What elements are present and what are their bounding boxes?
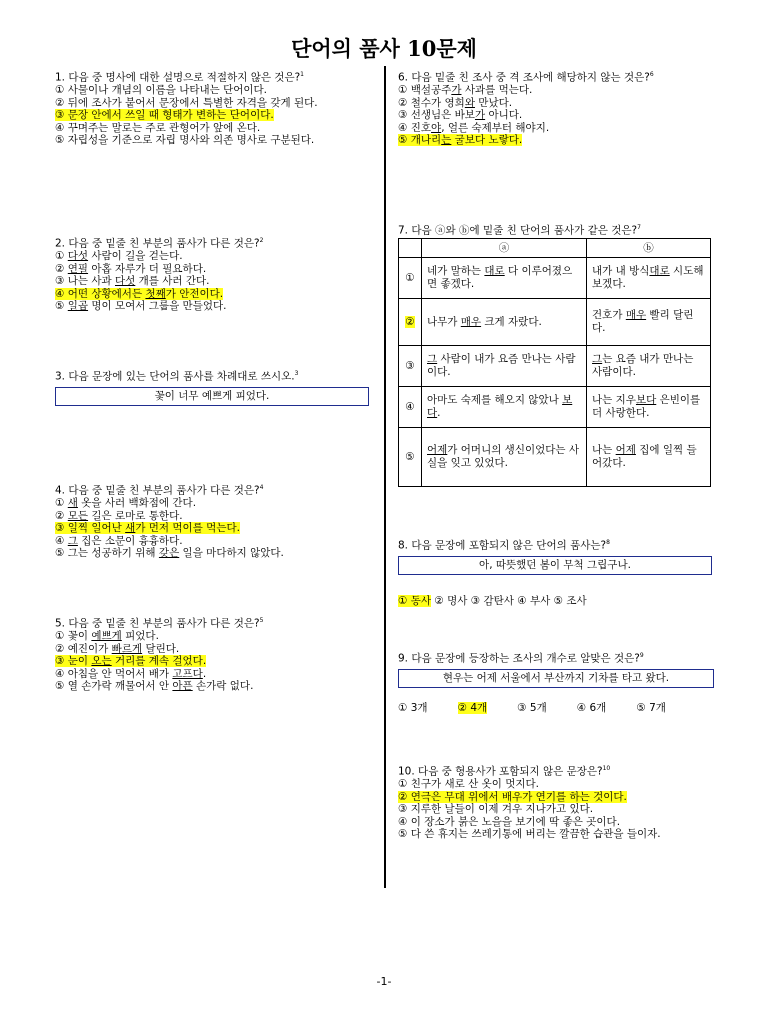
underlined-word: 보다 xyxy=(635,394,657,407)
option-item xyxy=(55,497,369,510)
option-item xyxy=(55,109,369,122)
question-8 xyxy=(398,537,712,607)
option-post: 명이 모여서 그룹을 만들었다. xyxy=(88,300,227,313)
option-pre: ⑤ 개나리 xyxy=(398,134,442,147)
option-pre: ④ 아침을 안 먹어서 배가 xyxy=(55,667,173,680)
question-6 xyxy=(398,69,712,147)
question-1-options xyxy=(55,84,369,147)
option-pre: ③ 일찍 일어난 xyxy=(55,522,126,535)
option-text: ⑤ 자립성을 기준으로 자립 명사와 의존 명사로 구분된다. xyxy=(55,134,315,147)
option-item xyxy=(398,803,712,816)
cell-text: 아마도 숙제를 해오지 않았나 xyxy=(427,394,563,407)
option-pre: ② 예진이가 xyxy=(55,642,112,655)
cell-text: 시도해보겠다. xyxy=(592,265,704,291)
option-text: ① 친구가 새로 산 옷이 멋지다. xyxy=(398,778,540,791)
option-pre: ② 철수가 영희 xyxy=(398,96,465,109)
cell-text: 나는 xyxy=(592,444,616,457)
underlined-word: 대로 xyxy=(484,265,505,278)
option-item xyxy=(55,522,369,535)
option-pre: ④ xyxy=(55,534,68,547)
cell-text: 나는 지우 xyxy=(592,394,636,407)
table-header-b: ⓑ xyxy=(587,239,711,258)
option-text xyxy=(55,630,159,642)
choice-highlighted: ② 4개 xyxy=(457,701,488,714)
question-7-table xyxy=(398,238,711,487)
question-3-sentence-box: 꽃이 너무 예쁘게 피었다. xyxy=(55,387,369,406)
option-item xyxy=(55,668,369,681)
question-10-header: 10. 다음 중 형용사가 포함되지 않은 문장은?$^{10}$ xyxy=(398,765,611,778)
cell-a xyxy=(422,299,587,346)
option-text: ④ 이 장소가 붉은 노을을 보기에 딱 좋은 곳이다. xyxy=(398,815,621,828)
cell-text: 는 요즘 내가 만나는 사람이다. xyxy=(592,353,694,379)
underlined-word: 빠르게 xyxy=(111,642,143,655)
option-text-highlighted xyxy=(55,288,223,300)
cell-text: 건호가 xyxy=(592,309,626,322)
underlined-word: 다섯 xyxy=(115,275,136,288)
underlined-word: 예쁘게 xyxy=(91,630,122,643)
option-text xyxy=(55,680,253,692)
option-post: 집은 소문이 흉흉하다. xyxy=(77,534,183,547)
row-number xyxy=(399,387,422,428)
option-text-highlighted xyxy=(55,655,206,667)
underlined-word: 새 xyxy=(67,497,78,510)
underlined-word: 어제 xyxy=(615,444,636,457)
question-6-options xyxy=(398,84,712,147)
option-post: 길은 로마로 통한다. xyxy=(88,509,183,522)
underlined-word: 어제 xyxy=(427,444,448,457)
cell-b xyxy=(587,387,711,428)
row-number xyxy=(399,299,422,346)
question-8-answers xyxy=(398,595,712,608)
row-number xyxy=(399,428,422,487)
underlined-word: 보다 xyxy=(427,394,573,420)
question-9 xyxy=(398,650,712,714)
row-number-text: ③ xyxy=(405,359,415,372)
option-post: 사과를 먹는다. xyxy=(461,84,533,97)
option-post: 일을 마다하지 않았다. xyxy=(179,547,284,560)
page-title: 단어의 품사 10문제 xyxy=(291,36,477,61)
cell-text: 집에 일찍 들어갔다. xyxy=(592,444,697,470)
question-8-sentence-box: 아, 따뜻했던 봄이 무척 그립구나. xyxy=(398,556,712,575)
option-text xyxy=(55,547,284,559)
option-item xyxy=(55,288,369,301)
option-text xyxy=(55,300,226,312)
cell-text: 다 이루어졌으면 좋겠다. xyxy=(427,265,573,291)
option-text-highlighted: ③ 문장 안에서 쓰일 때 형태가 변하는 단어이다. xyxy=(55,109,274,122)
option-post: 손가락 없다. xyxy=(192,680,254,693)
answer-highlighted: ① 동사 xyxy=(398,594,432,607)
option-text xyxy=(398,97,512,109)
option-pre: ④ 어떤 상황에서든 xyxy=(55,287,146,300)
cell-a xyxy=(422,428,587,487)
option-item xyxy=(398,84,712,97)
option-text xyxy=(398,109,522,121)
question-3 xyxy=(55,368,369,406)
choice: ③ 5개 xyxy=(517,701,547,714)
cell-text: 네가 말하는 xyxy=(427,265,485,278)
option-item xyxy=(55,547,369,560)
row-number xyxy=(399,346,422,387)
option-text xyxy=(55,275,210,287)
underlined-word: 아픈 xyxy=(172,680,193,693)
question-10-options xyxy=(398,778,712,841)
cell-text: 빨리 달린다. xyxy=(592,309,694,335)
underlined-word: 그 xyxy=(592,353,603,366)
underlined-word: 갖은 xyxy=(158,547,180,560)
option-pre: ① xyxy=(55,497,68,510)
option-item xyxy=(398,97,712,110)
option-pre: ② xyxy=(55,262,68,275)
underlined-word: 그 xyxy=(67,534,78,547)
table-header-row xyxy=(399,239,711,258)
option-text-highlighted xyxy=(55,522,240,534)
underlined-word: 는 xyxy=(441,134,452,147)
option-text: ② 뒤에 조사가 붙어서 문장에서 특별한 자격을 갖게 된다. xyxy=(55,96,318,109)
option-item xyxy=(398,109,712,122)
question-5 xyxy=(55,615,369,693)
question-6-header: 6. 다음 밑줄 친 조사 중 격 조사에 해당하지 않는 것은?$^6$ xyxy=(398,71,654,84)
option-item xyxy=(55,275,369,288)
choice: ④ 6개 xyxy=(576,701,607,714)
cell-b xyxy=(587,428,711,487)
option-item xyxy=(55,510,369,523)
option-post: 만났다. xyxy=(474,96,513,109)
question-2-header: 2. 다음 중 밑줄 친 부분의 품사가 다른 것은?$^2$ xyxy=(55,237,264,250)
option-item xyxy=(55,535,369,548)
option-post: 가 안전이다. xyxy=(165,287,224,300)
underlined-word: 그 xyxy=(427,353,438,366)
option-pre: ① xyxy=(55,250,68,263)
option-item xyxy=(55,97,369,110)
option-post: 피었다. xyxy=(121,630,159,643)
option-pre: ② xyxy=(55,509,68,522)
option-post: 굴보다 노랗다. xyxy=(451,134,523,147)
table-header-blank xyxy=(399,239,422,258)
question-9-choices xyxy=(398,702,712,715)
row-number-text: ④ xyxy=(405,400,415,413)
option-item xyxy=(398,816,712,829)
underlined-word: 모든 xyxy=(67,509,89,522)
question-4-header: 4. 다음 중 밑줄 친 부분의 품사가 다른 것은?$^4$ xyxy=(55,484,264,497)
table-row xyxy=(399,299,711,346)
option-text-highlighted: ② 연극은 무대 위에서 배우가 연기를 하는 것이다. xyxy=(398,790,627,803)
question-3-header: 3. 다음 문장에 있는 단어의 품사를 차례대로 쓰시오.$^3$ xyxy=(55,370,299,383)
row-number-highlighted: ② xyxy=(405,315,415,328)
option-pre: ① 꽃이 xyxy=(55,630,92,643)
cell-a xyxy=(422,258,587,299)
option-text xyxy=(55,250,183,262)
question-5-options xyxy=(55,630,369,693)
underlined-word: 매우 xyxy=(460,315,482,328)
option-item xyxy=(55,680,369,693)
option-item xyxy=(398,791,712,804)
option-post: 달린다. xyxy=(142,642,180,655)
option-text xyxy=(55,643,179,655)
question-7 xyxy=(398,222,712,487)
underlined-word: 새 xyxy=(125,522,136,535)
underlined-word: 일곱 xyxy=(67,300,89,313)
option-text xyxy=(398,122,549,134)
question-10 xyxy=(398,763,712,841)
table-row xyxy=(399,258,711,299)
underlined-word: 대로 xyxy=(649,265,670,278)
underlined-word: 매우 xyxy=(625,309,647,322)
cell-text: 크게 자랐다. xyxy=(481,315,542,328)
cell-a xyxy=(422,387,587,428)
table-row xyxy=(399,428,711,487)
choice: ① 3개 xyxy=(398,701,428,714)
answer-others: ② 명사 ③ 감탄사 ④ 부사 ⑤ 조사 xyxy=(434,594,587,607)
option-pre: ⑤ 열 손가락 깨물어서 안 xyxy=(55,680,173,693)
option-item xyxy=(398,134,712,147)
underlined-word: 오는 xyxy=(91,655,112,668)
choice: ⑤ 7개 xyxy=(636,701,666,714)
table-row xyxy=(399,387,711,428)
option-text: ⑤ 다 쓴 휴지는 쓰레기통에 버리는 깔끔한 습관을 들이자. xyxy=(398,828,661,841)
underlined-word: 야 xyxy=(431,121,442,134)
option-post: 옷을 사러 백화점에 간다. xyxy=(77,497,197,510)
option-item xyxy=(55,263,369,276)
option-item xyxy=(398,778,712,791)
option-item xyxy=(55,250,369,263)
option-item xyxy=(55,84,369,97)
option-pre: ⑤ 그는 성공하기 위해 xyxy=(55,547,159,560)
underlined-word: 다섯 xyxy=(67,250,89,263)
option-post: 거리를 계속 걸었다. xyxy=(111,655,207,668)
cell-text: 내가 내 방식 xyxy=(592,265,650,278)
table-row xyxy=(399,346,711,387)
option-post: . xyxy=(202,667,207,680)
option-text: ③ 지루한 날들이 이제 겨우 지나가고 있다. xyxy=(398,803,594,816)
question-9-header: 9. 다음 문장에 등장하는 조사의 개수로 알맞은 것은?$^9$ xyxy=(398,652,644,665)
option-item xyxy=(55,122,369,135)
column-divider xyxy=(384,66,386,888)
question-2 xyxy=(55,235,369,313)
option-pre: ③ 눈이 xyxy=(55,655,92,668)
row-number xyxy=(399,258,422,299)
question-7-header: 7. 다음 ⓐ와 ⓑ에 밑줄 친 단어의 품사가 같은 것은?$^7$ xyxy=(398,224,641,237)
cell-text: . xyxy=(437,407,441,420)
cell-text: 나무가 xyxy=(427,315,461,328)
option-item xyxy=(55,300,369,313)
option-post: 아니다. xyxy=(485,109,523,122)
underlined-word: 고프다 xyxy=(172,667,203,680)
option-pre: ① 백설공주 xyxy=(398,84,452,97)
cell-text: 은빈이를 더 사랑한다. xyxy=(592,394,701,420)
option-text: ① 사물이나 개념의 이름을 나타내는 단어이다. xyxy=(55,84,268,97)
option-text xyxy=(55,263,206,275)
option-item xyxy=(55,134,369,147)
question-2-options xyxy=(55,250,369,313)
option-item xyxy=(55,655,369,668)
page-number: -1- xyxy=(376,975,392,988)
option-text xyxy=(398,84,532,96)
option-pre: ③ 나는 사과 xyxy=(55,275,115,288)
underlined-word: 첫째 xyxy=(145,287,166,300)
question-4 xyxy=(55,482,369,560)
option-text xyxy=(55,497,196,509)
option-post: 아홉 자루가 더 필요하다. xyxy=(88,262,207,275)
option-pre: ③ 선생님은 바보 xyxy=(398,109,475,122)
question-8-header: 8. 다음 문장에 포함되지 않은 단어의 품사는?$^8$ xyxy=(398,539,610,552)
option-pre: ⑤ xyxy=(55,300,68,313)
option-item xyxy=(398,828,712,841)
cell-a xyxy=(422,346,587,387)
underlined-word: 연필 xyxy=(67,262,89,275)
table-header-a: ⓐ xyxy=(422,239,587,258)
question-5-header: 5. 다음 중 밑줄 친 부분의 품사가 다른 것은?$^5$ xyxy=(55,617,264,630)
option-text xyxy=(55,668,206,680)
underlined-word: 와 xyxy=(464,96,475,109)
cell-b xyxy=(587,346,711,387)
question-1-header: 1. 다음 중 명사에 대한 설명으로 적절하지 않은 것은?$^1$ xyxy=(55,71,304,84)
row-number-text: ① xyxy=(405,271,415,284)
question-9-sentence-box: 현우는 어제 서울에서 부산까지 기차를 타고 왔다. xyxy=(398,669,714,688)
option-item xyxy=(398,122,712,135)
question-1 xyxy=(55,69,369,147)
option-post: 사람이 길을 걷는다. xyxy=(88,250,183,263)
cell-text: 가 어머니의 생신이었다는 사실을 잊고 있었다. xyxy=(427,444,580,470)
underlined-word: 가 xyxy=(451,84,462,97)
row-number-text: ⑤ xyxy=(405,450,415,463)
cell-b xyxy=(587,299,711,346)
underlined-word: 가 xyxy=(474,109,486,122)
option-text-highlighted xyxy=(398,134,522,146)
option-post: 가 먼저 먹이를 먹는다. xyxy=(135,522,240,535)
option-text xyxy=(55,510,183,522)
option-text: ④ 꾸며주는 말로는 주로 관형어가 앞에 온다. xyxy=(55,121,261,134)
option-post: , 얼른 숙제부터 해야지. xyxy=(441,121,550,134)
question-4-options xyxy=(55,497,369,560)
cell-text: 사람이 내가 요즘 만나는 사람이다. xyxy=(427,353,576,379)
option-text xyxy=(55,535,183,547)
cell-b xyxy=(587,258,711,299)
option-item xyxy=(55,630,369,643)
option-post: 개를 사러 간다. xyxy=(135,275,210,288)
option-pre: ④ 진호 xyxy=(398,121,432,134)
option-item xyxy=(55,643,369,656)
